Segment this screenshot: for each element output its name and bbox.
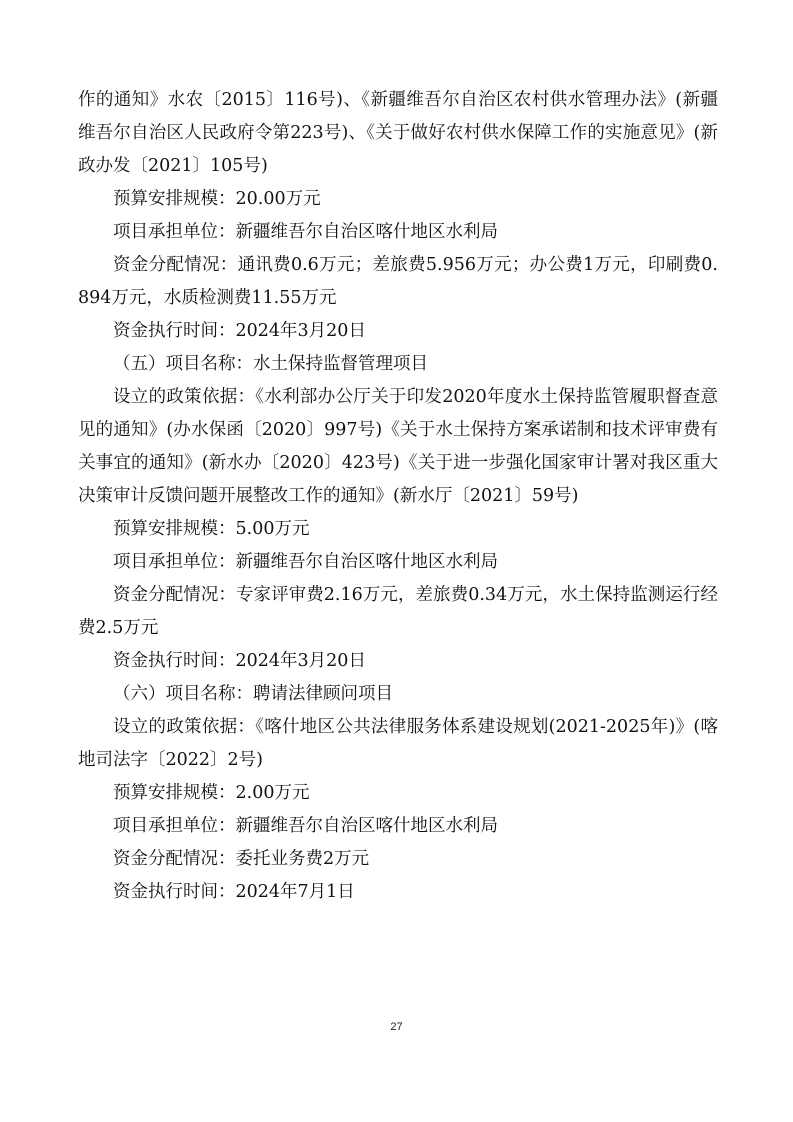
paragraph-execution-time: 资金执行时间：2024年3月20日: [113, 321, 366, 341]
page-content: [78, 84, 718, 909]
paragraph-budget-scale: 预算安排规模：5.00万元: [113, 519, 310, 539]
paragraph-budget-scale: 预算安排规模：2.00万元: [113, 783, 310, 803]
paragraph-continuation: 作的通知》水农〔2015〕116号)、《新疆维吾尔自治区农村供水管理办法》(新疆维吾尔自治区人民政府令第223号)、《关于做好农村供水保障工作的实施意见》(新政办发〔2021〕105号): [78, 90, 718, 176]
paragraph-fund-allocation: 资金分配情况：通讯费0.6万元；差旅费5.956万元；办公费1万元，印刷费0.894万元，水质检测费11.55万元: [78, 255, 718, 308]
paragraph-responsible-unit: 项目承担单位：新疆维吾尔自治区喀什地区水利局: [113, 816, 498, 836]
section-heading-6: （六）项目名称：聘请法律顾问项目: [113, 684, 393, 704]
paragraph-execution-time: 资金执行时间：2024年7月1日: [113, 882, 355, 902]
paragraph-budget-scale: 预算安排规模：20.00万元: [113, 189, 321, 209]
paragraph-fund-allocation: 资金分配情况：专家评审费2.16万元，差旅费0.34万元，水土保持监测运行经费2.5万元: [78, 585, 718, 638]
paragraph-execution-time: 资金执行时间：2024年3月20日: [113, 651, 366, 671]
paragraph-fund-allocation: 资金分配情况：委托业务费2万元: [113, 849, 370, 869]
paragraph-policy-basis: 设立的政策依据：《水利部办公厅关于印发2020年度水土保持监管履职督查意见的通知》(办水保函〔2020〕997号)《关于水土保持方案承诺制和技术评审费有关事宜的通知》(新水办〔2020〕423号)《关于进一步强化国家审计署对我区重大决策审计反馈问题开展整改工作的通知》(新水厅〔2021〕59号): [78, 387, 718, 506]
paragraph-responsible-unit: 项目承担单位：新疆维吾尔自治区喀什地区水利局: [113, 552, 498, 572]
section-heading-5: （五）项目名称：水土保持监督管理项目: [113, 354, 428, 374]
paragraph-policy-basis: 设立的政策依据：《喀什地区公共法律服务体系建设规划(2021-2025年)》(喀地司法字〔2022〕2号): [78, 717, 718, 770]
page-number: 27: [390, 1021, 403, 1033]
paragraph-responsible-unit: 项目承担单位：新疆维吾尔自治区喀什地区水利局: [113, 222, 498, 242]
